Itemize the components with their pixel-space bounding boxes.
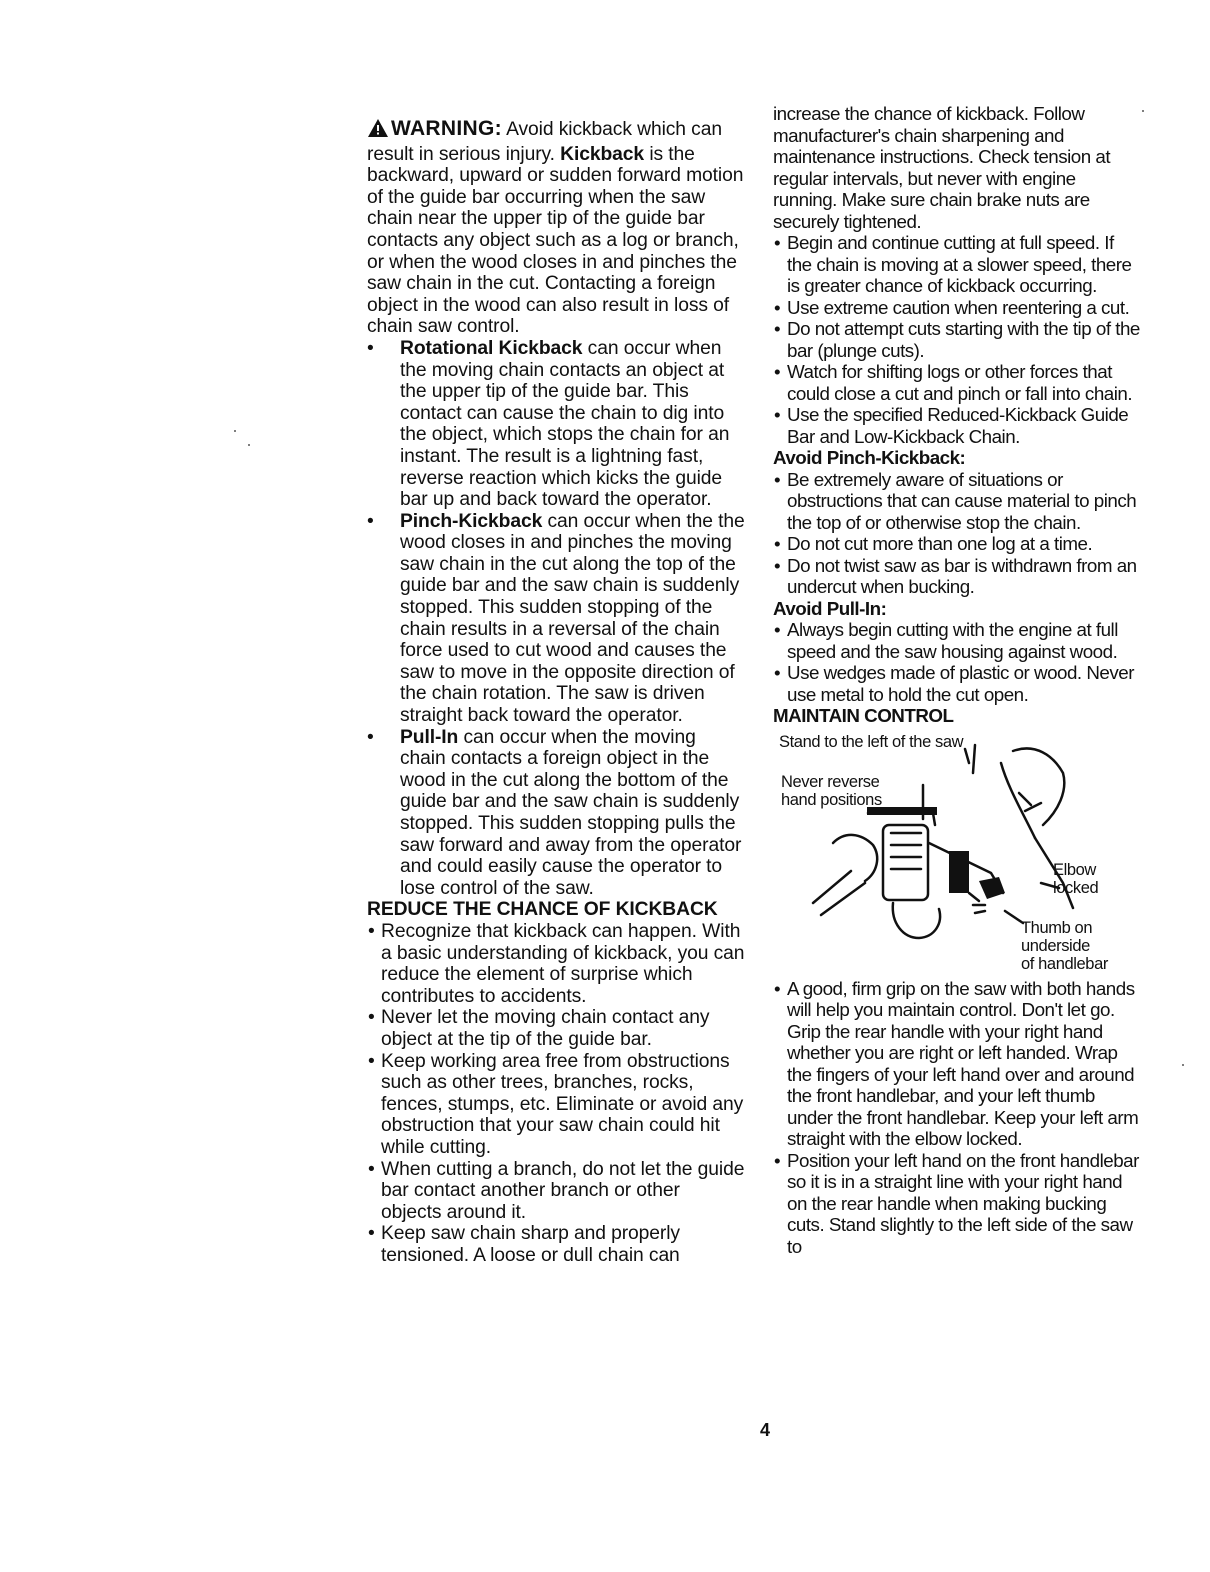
warning-triangle-icon [367, 118, 389, 144]
label-thumb-1: Thumb on [1021, 918, 1093, 937]
pinch-heading: Avoid Pinch-Kickback: [773, 447, 966, 468]
continued-paragraph: increase the chance of kickback. Follow manufacturer's chain sharpening and maintenance instructions. Check tension at regular intervals, but never with engine running. Make sure chain brake nuts are securely tightened. [773, 103, 1111, 232]
left-column [367, 118, 745, 1266]
type-term: Pull-In [400, 726, 459, 748]
type-text: can occur when the the wood closes in and pinches the moving saw chain in the cut along the top of the guide bar and the saw chain is suddenly stopped. This sudden stopping of the chain results in a reversal of the chain force used to cut wood and causes the saw to move in the opposite direction of the chain rotation. The saw is driven straight back toward the operator. [400, 510, 745, 727]
type-text: can occur when the moving chain contacts a foreign object in the wood in the cut along the bottom of the guide bar and the saw chain is suddenly stopped. This sudden stopping pulls the saw forward and away from the operator and could easily cause the operator to lose control of the saw. [400, 726, 742, 899]
list-item: • Be extremely aware of situations or obstructions that can cause material to pinch the top of or otherwise stop the chain. [773, 469, 1141, 534]
scan-speck [248, 444, 250, 446]
list-item: • Keep working area free from obstructions such as other trees, branches, rocks, fences, stumps, etc. Eliminate or avoid any obstruction that your saw chain could hit while cutting. [367, 1051, 745, 1159]
label-thumb-3: of handlebar [1021, 954, 1108, 973]
list-item [367, 511, 745, 727]
list-item: • Do not twist saw as bar is withdrawn from an undercut when bucking. [773, 555, 1141, 598]
label-elbow-locked: Elbow locked [1053, 860, 1099, 897]
reduce-list [367, 921, 745, 1267]
list-item: • Begin and continue cutting at full speed. If the chain is moving at a slower speed, there is greater chance of kickback occurring. [773, 232, 1141, 297]
scan-speck [1142, 110, 1144, 112]
warning-text: Avoid kickback which can result in serious injury. [367, 119, 722, 165]
kickback-types-list [367, 338, 745, 899]
warning-label: WARNING: [391, 117, 502, 140]
right-column [773, 103, 1141, 1257]
list-item: • Watch for shifting logs or other forces that could close a cut and pinch or fall into chain. [773, 361, 1141, 404]
warning-paragraph [367, 118, 745, 338]
type-term: Rotational Kickback [400, 337, 583, 359]
control-list [773, 978, 1141, 1258]
pullin-list [773, 619, 1141, 705]
kickback-definition: is the backward, upward or sudden forward motion of the guide bar occurring when the saw chain near the upper tip of the guide bar contacts any object such as a log or branch, or when the wood closes in and pinches the saw chain in the cut. Contacting a foreign object in the wood can also result in loss of chain saw control. [367, 143, 744, 338]
kickback-term: Kickback [560, 143, 645, 165]
scan-speck [234, 430, 236, 432]
list-item: • Do not cut more than one log at a time. [773, 533, 1141, 555]
list-item [367, 727, 745, 900]
list-item: • Always begin cutting with the engine at full speed and the saw housing against wood. [773, 619, 1141, 662]
list-item: • Use the specified Reduced-Kickback Guide Bar and Low-Kickback Chain. [773, 404, 1141, 447]
maintain-heading: MAINTAIN CONTROL [773, 705, 954, 726]
list-item: • Position your left hand on the front handlebar so it is in a straight line with your right hand on the rear handle when making bucking cuts. Stand slightly to the left side of the saw to [773, 1150, 1141, 1258]
list-item: • Recognize that kickback can happen. With a basic understanding of kickback, you can reduce the element of surprise which contributes to accidents. [367, 921, 745, 1007]
label-never-reverse: Never reverse hand positions [781, 772, 882, 809]
pullin-heading: Avoid Pull-In: [773, 597, 887, 619]
list-item: • Never let the moving chain contact any object at the tip of the guide bar. [367, 1007, 745, 1050]
list-item: • Keep saw chain sharp and properly tensioned. A loose or dull chain can [367, 1223, 745, 1266]
figure-caption: Stand to the left of the saw [779, 732, 964, 751]
list-item: • A good, firm grip on the saw with both hands will help you maintain control. Don't let go. Grip the rear handle with your right hand whether you are right or left handed. Wrap the fingers of your left hand over and around the front handlebar, and your left thumb under the front handlebar. Keep your left arm straight with the elbow locked. [773, 978, 1141, 1150]
list-item: • Do not attempt cuts starting with the tip of the bar (plunge cuts). [773, 318, 1141, 361]
list-item: • Use extreme caution when reentering a cut. [773, 297, 1141, 319]
pinch-list [773, 469, 1141, 598]
list-item: • When cutting a branch, do not let the guide bar contact another branch or other objects around it. [367, 1159, 745, 1224]
list-item [367, 338, 745, 511]
reduce-heading: REDUCE THE CHANCE OF KICKBACK [367, 899, 718, 921]
type-text: can occur when the moving chain contacts an object at the upper tip of the guide bar. This contact can cause the chain to dig into the object, which stops the chain for an instant. The result is a lightning fast, reverse reaction which kicks the guide bar up and back toward the operator. [400, 337, 730, 511]
kickback-tips-list [773, 232, 1141, 447]
type-term: Pinch-Kickback [400, 510, 543, 532]
scan-speck [1182, 1064, 1184, 1066]
page-number: 4 [760, 1420, 771, 1440]
list-item: • Use wedges made of plastic or wood. Never use metal to hold the cut open. [773, 662, 1141, 705]
grip-illustration [773, 733, 1143, 978]
label-thumb-2: underside [1021, 936, 1090, 955]
